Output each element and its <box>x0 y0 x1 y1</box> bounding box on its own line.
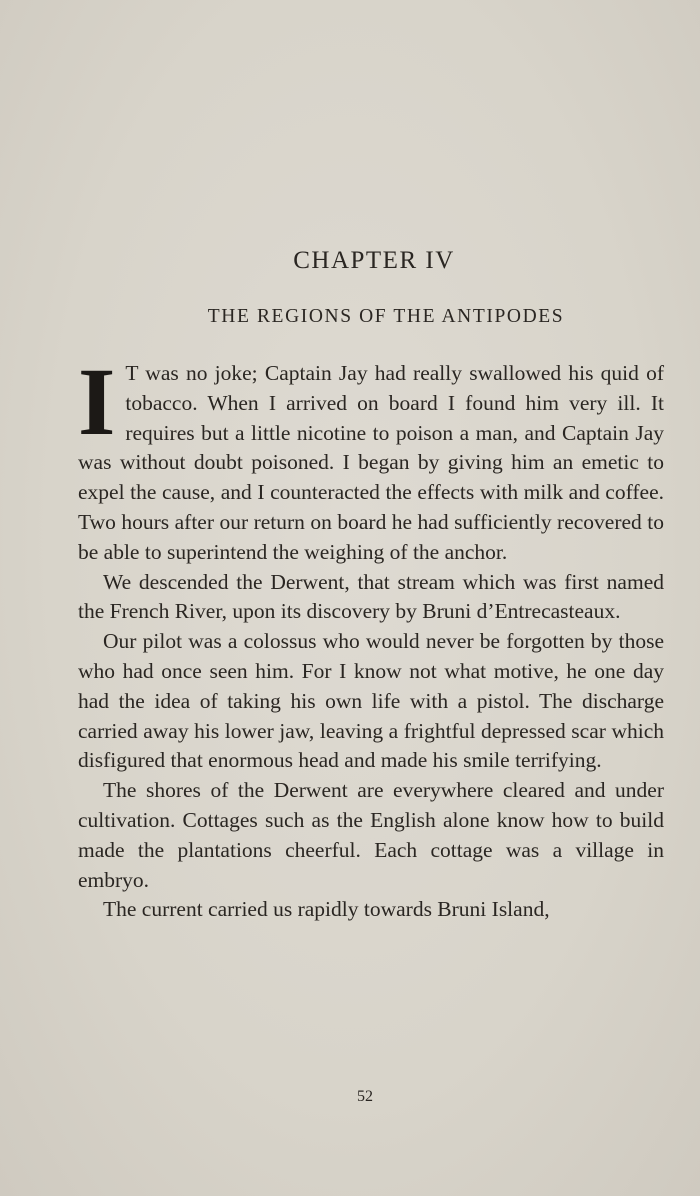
drop-cap: I <box>78 348 116 455</box>
paragraph <box>78 348 664 568</box>
paragraph: The shores of the Derwent are everywhere cleared and under cultivation. Cottages such as the English alone know how to build made the plantations cheerful. Each cottage was a village in embryo. <box>78 778 664 892</box>
paragraph: Our pilot was a colossus who would never be forgotten by those who had once seen him. For I know not what motive, he one day had the idea of taking his own life with a pistol. The discharge carried away his lower jaw, leaving a frightful depressed scar which disfigured that enormous head and made his smile terrifying. <box>78 629 664 773</box>
chapter-subtitle: THE REGIONS OF THE ANTIPODES <box>207 306 565 327</box>
paragraph: The current carried us rapidly towards Bruni Island, <box>103 897 550 922</box>
chapter-title: CHAPTER IV <box>293 247 455 274</box>
paragraph-text: T was no joke; Captain Jay had really swallowed his quid of tobacco. When I arrived on board I found him very ill. It requires but a little nicotine to poison a man, and Captain Jay was without doubt poisoned. I began by giving him an emetic to expel the cause, and I counteracted the effects with milk and coffee. Two hours after our return on board he had sufficiently recovered to be able to superintend the weighing of the anchor. <box>78 361 664 564</box>
paragraph: We descended the Derwent, that stream which was first named the French River, upon its discovery by Bruni d’Entrecasteaux. <box>78 569 664 624</box>
body-text <box>78 348 664 925</box>
page-number: 52 <box>357 1088 373 1105</box>
